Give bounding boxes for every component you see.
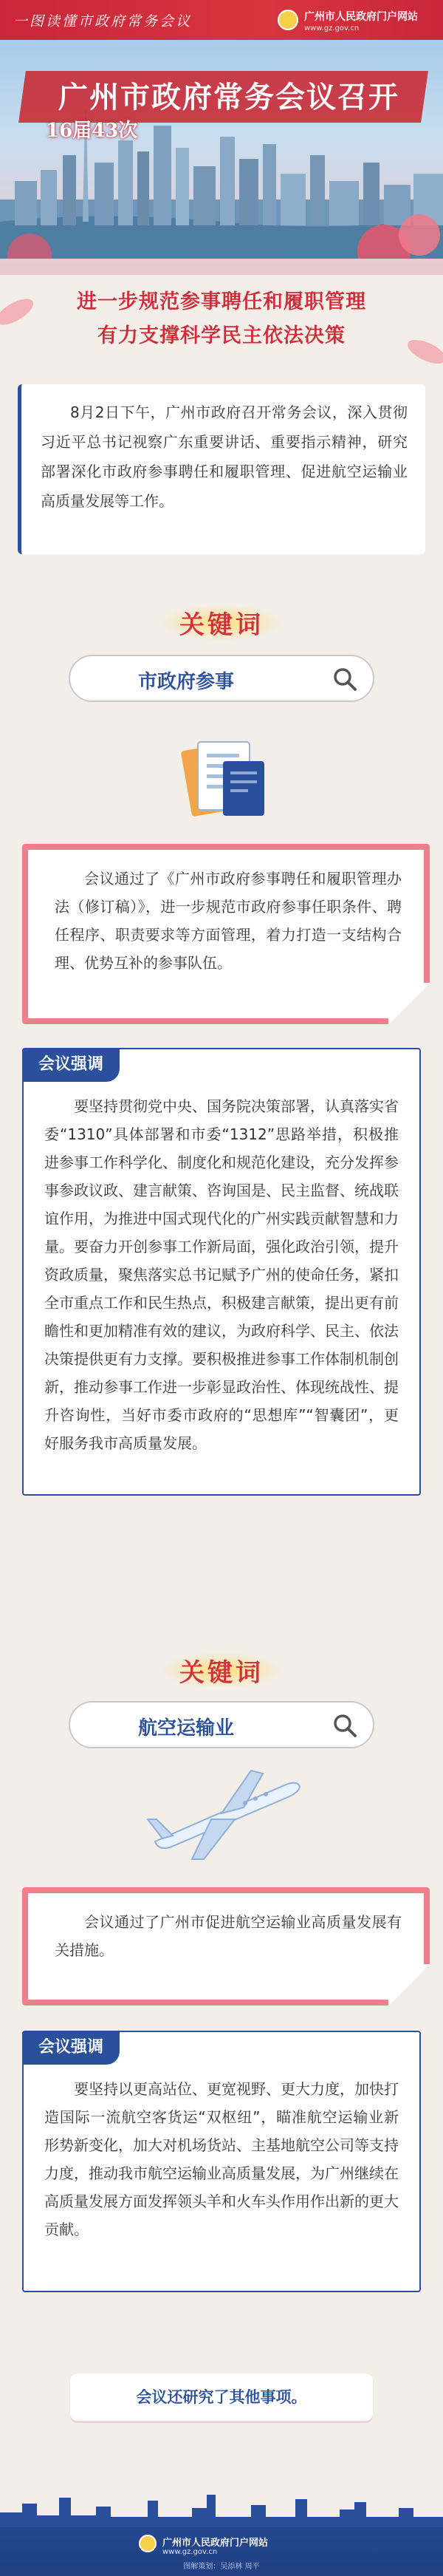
emphasis-text: 要坚持贯彻党中央、国务院决策部署，认真落实省委“1310”具体部署和市委“1312”思路举措，积极推进参事工作科学化、制度化和规范化建设，充分发挥参事参政议政、建言献策、咨询国是、民主监督、统战联谊作用，为推进中国式现代化的广州实践贡献智慧和力量。要奋力开创参事工作新局面，强化政治引领，提升资政质量，聚焦落实总书记赋予广州的使命任务，紧扣全市重点工作和民生热点，积极建言献策，提出更有前瞻性和更加精准有效的建议，为政府科学、民主、依法决策提供更有力支撑。要积极推进参事工作体制机制创新，推动参事工作进一步彰显政治性、体现统战性、提升咨询性，当好市委市政府的“思想库”“智囊团”，更好服务我市高质量发展。 <box>44 1097 399 1452</box>
portal-name: 广州市人民政府门户网站 <box>304 11 418 23</box>
decision-text: 会议通过了《广州市政府参事聘任和履职管理办法（修订稿）》，进一步规范市政府参事任职条件、聘任程序、职责要求等方面管理，着力打造一支结构合理、优势互补的参事队伍。 <box>55 870 402 972</box>
subtitle-line: 进一步规范参事聘任和履职管理 <box>77 290 366 313</box>
airplane-icon <box>140 1768 310 1864</box>
portal-logo-icon <box>278 10 298 30</box>
page-fold-decoration <box>388 1964 430 2006</box>
emphasis-card <box>22 1048 421 1496</box>
intro-card <box>18 384 425 554</box>
subtitle <box>0 285 443 353</box>
keyword-heading <box>0 604 443 641</box>
documents-icon <box>170 732 273 820</box>
header-slogan: 一图读懂市政府常务会议 <box>13 13 193 30</box>
footer-skyline-illustration <box>0 2483 443 2527</box>
portal-url[interactable]: www.gz.gov.cn <box>304 24 360 33</box>
intro-text: 8月2日下午，广州市政府召开常务会议，深入贯彻习近平总书记视察广东重要讲话、重要指示精神，研究部署深化市政府参事聘任和履职管理、促进航空运输业高质量发展等工作。 <box>41 403 408 510</box>
emphasis-label: 会议强调 <box>22 1048 120 1082</box>
keyword-heading-text: 关键词 <box>160 1652 283 1689</box>
footer-portal-url[interactable]: www.gz.gov.cn <box>162 2548 218 2556</box>
emphasis-text: 要坚持以更高站位、更宽视野、更大力度，加快打造国际一流航空客货运“双枢纽”，瞄准航空运输业新形势新变化，加大对机场货站、主基地航空公司等支持力度，推动我市航空运输业高质量发展，为广州继续在高质量发展方面发挥领头羊和火车头作用作出新的更大贡献。 <box>44 2080 399 2238</box>
header-banner <box>0 0 443 275</box>
search-icon[interactable] <box>332 666 358 692</box>
decision-card <box>22 1887 430 2006</box>
subtitle-line: 有力支撑科学民主依法决策 <box>97 324 346 347</box>
top-bar <box>0 0 443 40</box>
session-number: 16届43次 <box>46 120 138 142</box>
keyword-heading-text: 关键词 <box>160 604 283 641</box>
page-fold-decoration <box>388 983 430 1024</box>
keyword-heading <box>0 1652 443 1689</box>
keyword-search-bar[interactable] <box>69 1701 374 1748</box>
footer-credits: 图解策划：吴添林 周平 <box>183 2563 260 2571</box>
decision-text: 会议通过了广州市促进航空运输业高质量发展有关措施。 <box>55 1913 402 1959</box>
footer-portal-name: 广州市人民政府门户网站 <box>162 2538 269 2549</box>
decision-card <box>22 844 430 1024</box>
footer <box>0 2483 443 2576</box>
search-icon[interactable] <box>332 1712 358 1739</box>
emphasis-card <box>22 2031 421 2292</box>
portal-logo-icon <box>139 2535 157 2552</box>
keyword-text: 市政府参事 <box>138 671 235 693</box>
keyword-search-bar[interactable] <box>69 655 374 702</box>
emphasis-label: 会议强调 <box>22 2031 120 2065</box>
page-title: 广州市政府常务会议召开 <box>58 80 399 115</box>
closing-note: 会议还研究了其他事项。 <box>70 2374 373 2421</box>
keyword-text: 航空运输业 <box>138 1717 235 1740</box>
